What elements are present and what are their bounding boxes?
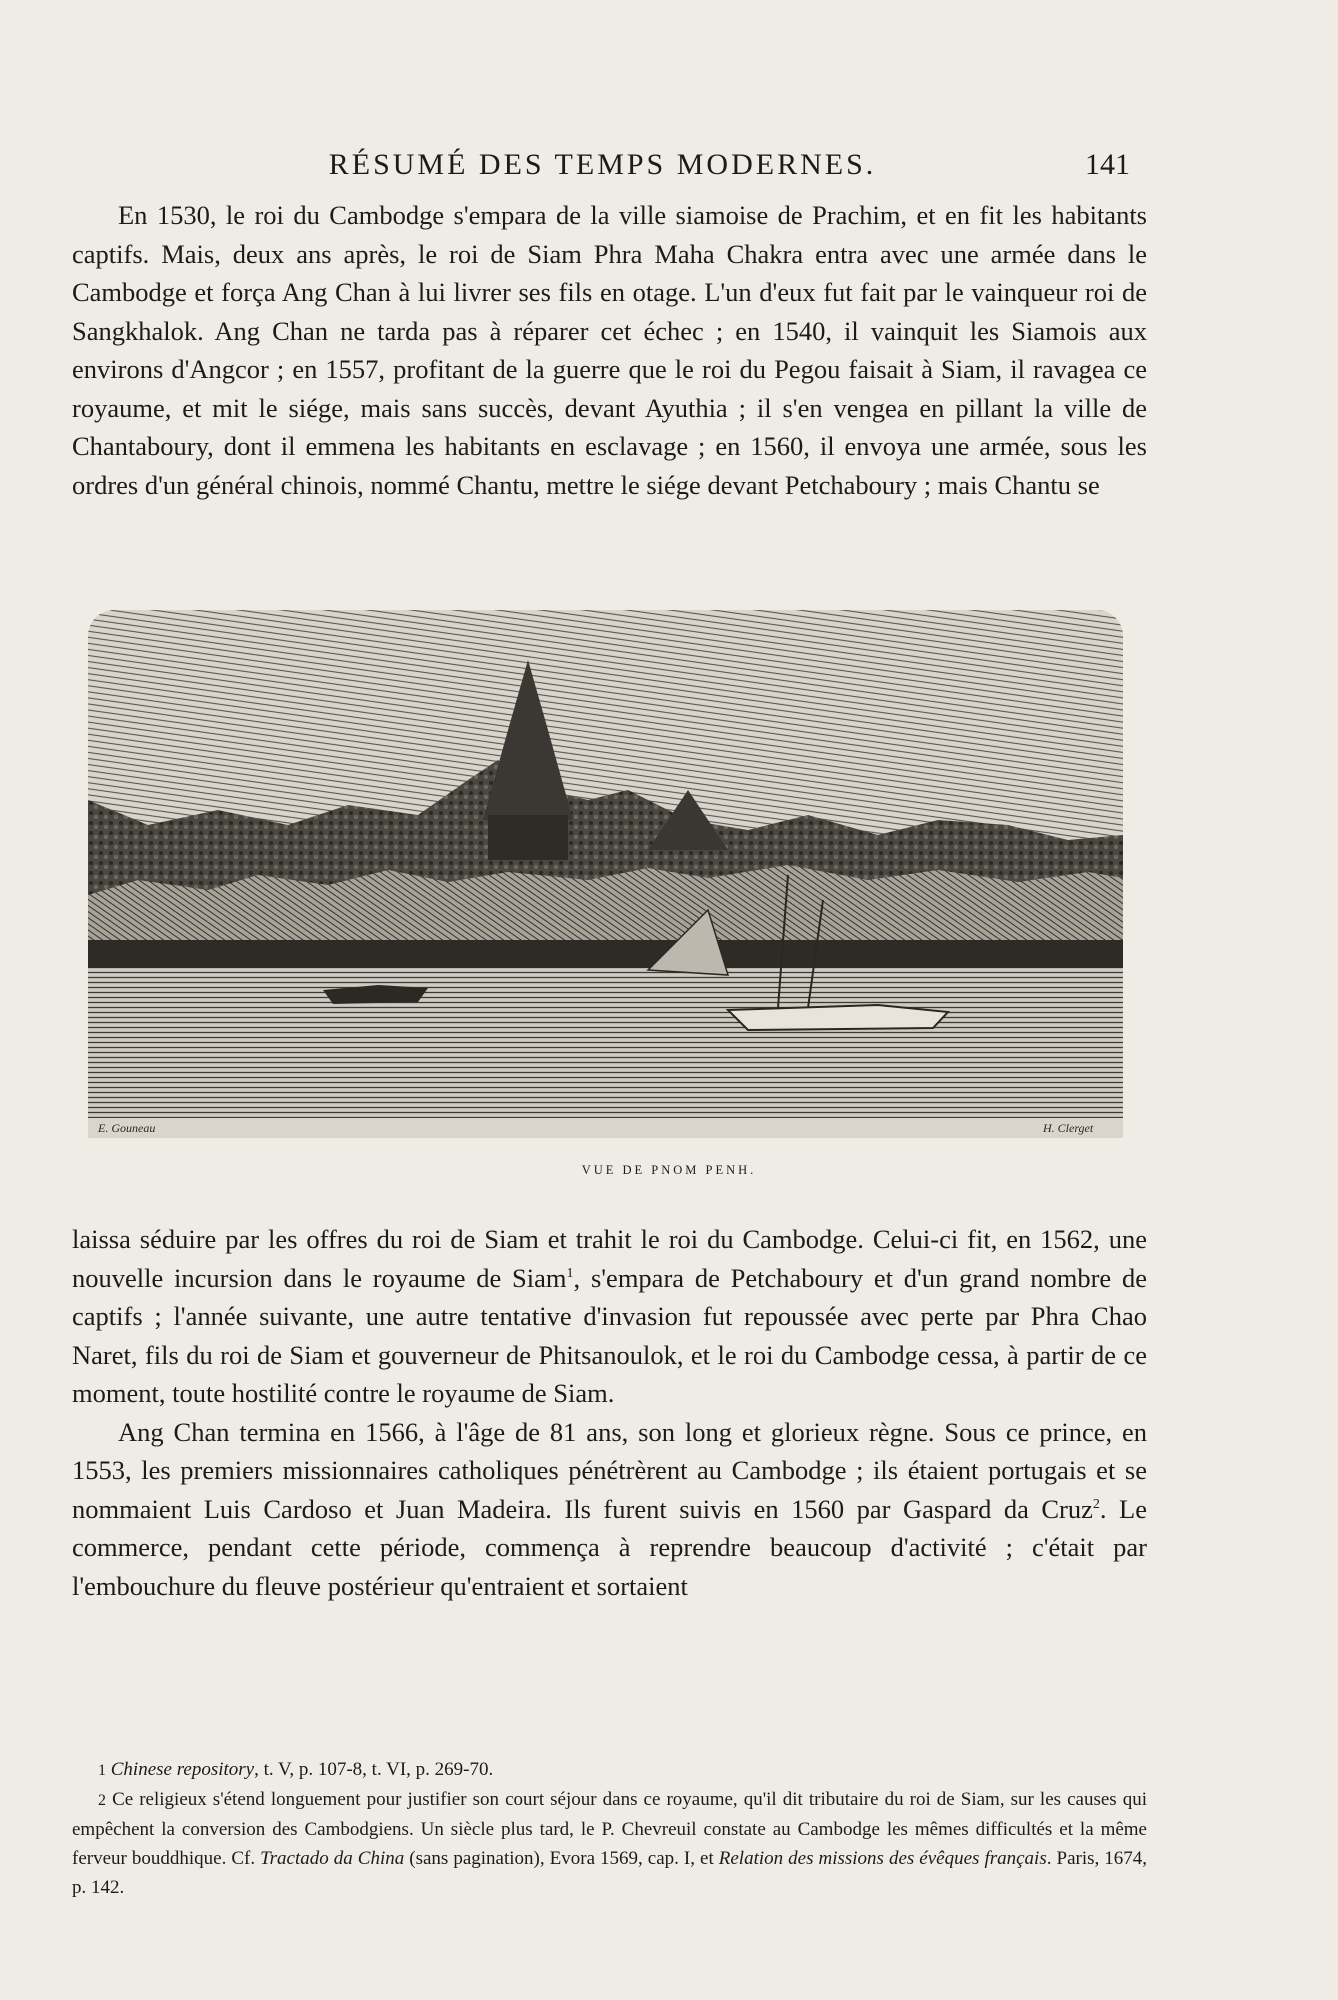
paragraph-1-text: En 1530, le roi du Cambodge s'empara de la ville siamoise de Prachim, et en fit les habitants captifs. Mais, deux ans après, le roi de Siam Phra Maha Chakra entra avec une armée dans le Cambodge et força Ang Chan à lui livrer ses fils en otage. L'un d'eux fut fait par le vainqueur roi de Sangkhalok. Ang Chan ne tarda pas à réparer cet échec ; en 1540, il vainquit les Siamois aux environs d'Angcor ; en 1557, profitant de la guerre que le roi du Pegou faisait à Siam, il ravagea ce royaume, et mit le siége, mais sans succès, devant Ayuthia ; il s'en vengea en pillant la ville de Chantaboury, dont il emmena les habitants en esclavage ; en 1560, il envoya une armée, sous les ordres d'un général chinois, nommé Chantu, mettre le siége devant Petchaboury ; mais Chantu se [72,200,1147,500]
paragraph-2 [72,1220,1147,1413]
shoreline [88,940,1123,970]
footnote-2-text-c: . Paris, 1674, p. 142. [72,1848,1148,1898]
engraving-illustration [88,610,1123,1138]
page-number: 141 [1085,148,1130,181]
footnote-2-mark: 2 [98,1792,106,1809]
engraver-signature-left: E. Gouneau [98,1121,156,1135]
paragraph-2-text-a: laissa séduire par les offres du roi de Siam et trahit le roi du Cambodge. Celui-ci fit, en 1562, une nouvelle incursion dans le royaume de Siam [72,1224,1147,1293]
paragraph-1 [72,196,1147,504]
footnote-2-title-b: Relation des missions des évêques français [718,1848,1047,1869]
footnote-ref-2[interactable]: 2 [1092,1496,1100,1512]
paragraphs-2-3 [72,1220,1147,1605]
river-water [88,968,1123,1118]
boat-center [728,1005,948,1030]
footnote-1-mark: 1 [98,1762,106,1779]
running-title: RÉSUMÉ DES TEMPS MODERNES. [328,148,877,181]
engraving-figure [88,610,1123,1138]
paragraph-2-text-b: , s'empara de Petchaboury et d'un grand nombre de captifs ; l'année suivante, une autre tentative d'invasion fut repoussée avec perte par Phra Chao Naret, fils du roi de Siam et gouverneur de Phitsanoulok, et le roi du Cambodge cessa, à partir de ce moment, toute hostilité contre le royaume de Siam. [72,1262,1148,1408]
footnotes [72,1755,1147,1902]
engraver-signature-right: H. Clerget [1043,1121,1094,1135]
footnote-2-text-a: Ce religieux s'étend longuement pour justifier son court séjour dans ce royaume, qu'il dit tributaire du roi de Siam, sur les causes qui empêchent la conversion des Cambodgiens. Un siècle plus tard, le P. Chevreuil constate au Cambodge les mêmes difficultés et la même ferveur bouddhique. Cf. [72,1789,1147,1869]
paragraph-3-text-a: Ang Chan termina en 1566, à l'âge de 81 ans, son long et glorieux règne. Sous ce prince, en 1553, les premiers missionnaires catholiques pénétrèrent au Cambodge ; ils étaient portugais et se nommaient Luis Cardoso et Juan Madeira. Ils furent suivis en 1560 par Gaspard da Cruz [72,1416,1147,1524]
paragraph-3 [72,1413,1147,1606]
footnote-1-source: Chinese repository [110,1759,255,1780]
footnote-2-title-a: Tractado da China [260,1848,405,1869]
footnote-1 [72,1755,1147,1785]
footnote-2 [72,1785,1147,1902]
footnote-2-text-b: (sans pagination), Evora 1569, cap. I, et [404,1848,719,1869]
paragraph-3-text-b: . Le commerce, pendant cette période, commença à reprendre beaucoup d'activité ; c'était par l'embouchure du fleuve postérieur qu'entraient et sortaient [72,1493,1147,1601]
figure-caption: VUE DE PNOM PENH. [581,1163,757,1177]
footnote-ref-1[interactable]: 1 [566,1265,574,1281]
pagoda-base [488,815,568,860]
running-head [75,148,1130,188]
footnote-1-rest: , t. V, p. 107-8, t. VI, p. 269-70. [254,1759,494,1780]
engraving-margin [88,1118,1123,1138]
